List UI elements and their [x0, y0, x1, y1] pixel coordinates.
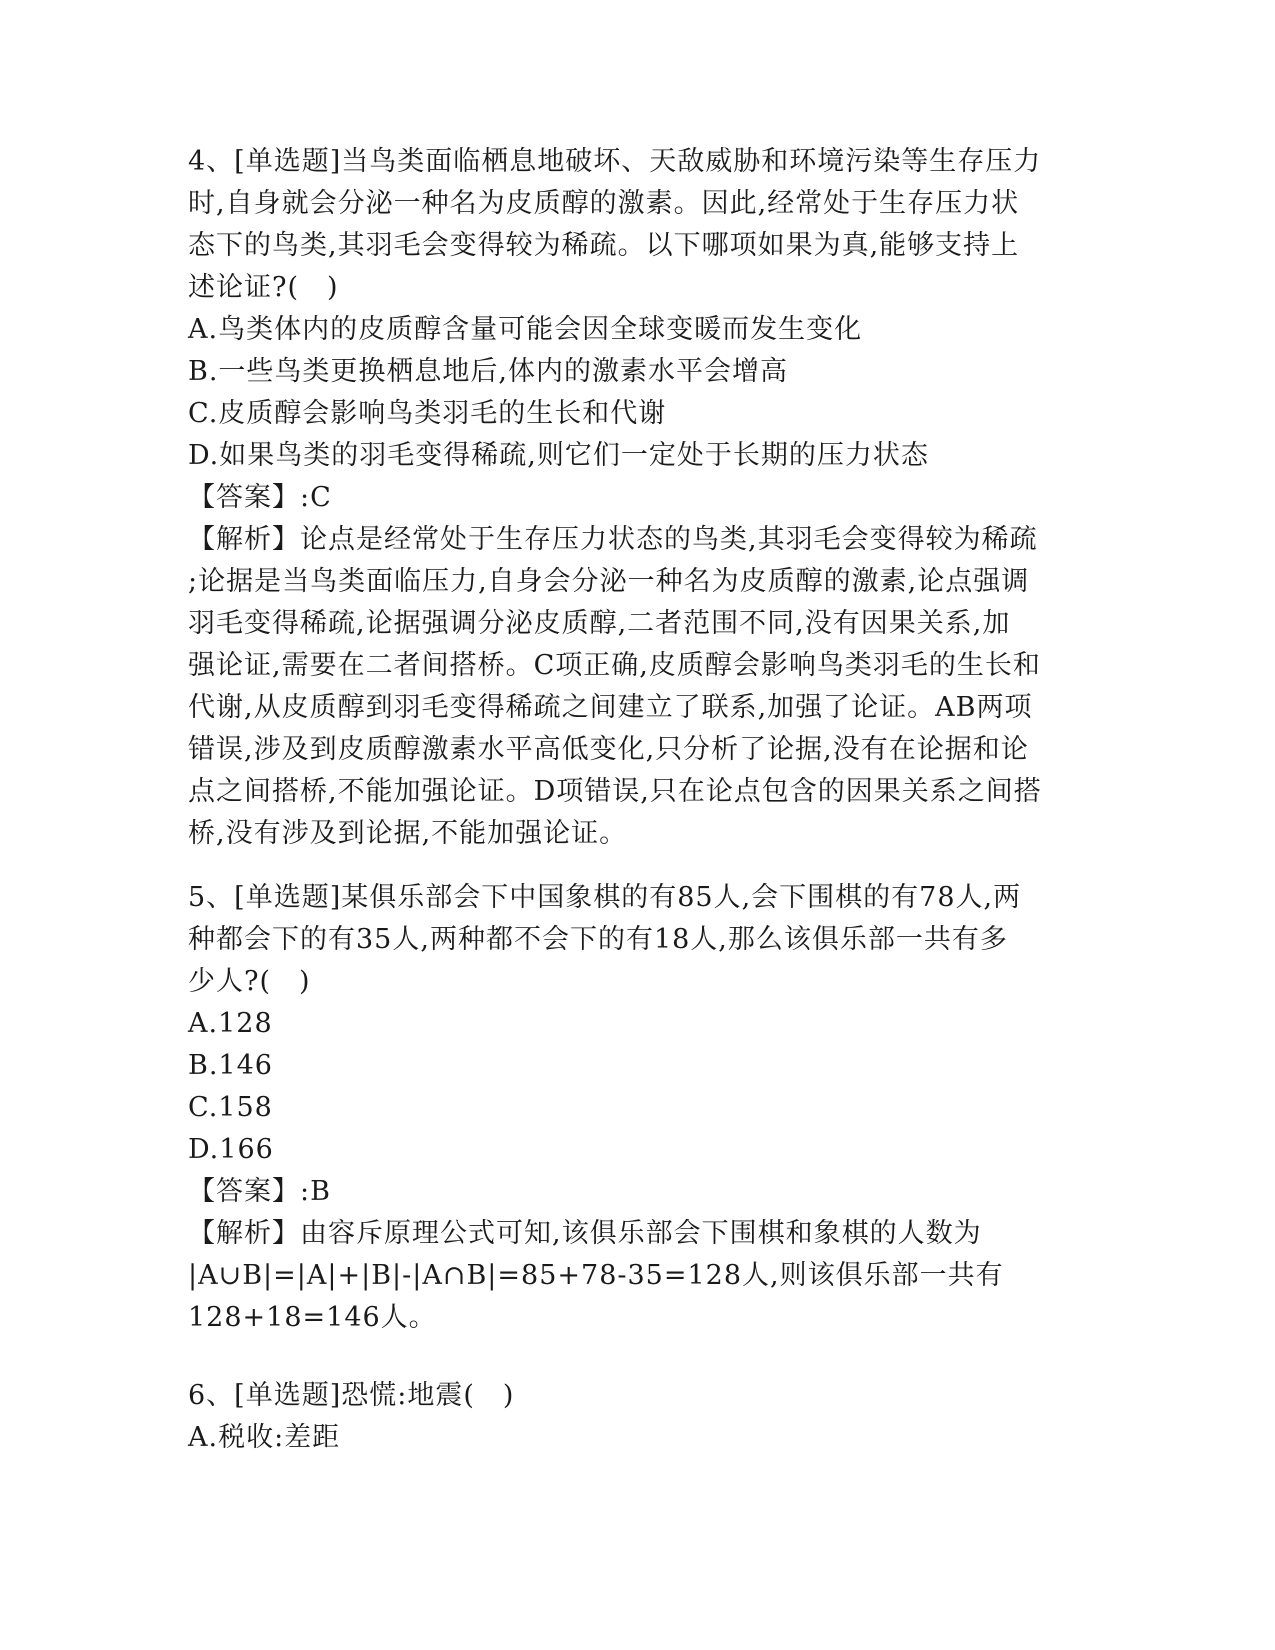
analysis-line: 错误,涉及到皮质醇激素水平高低变化,只分析了论据,没有在论据和论: [188, 734, 1029, 765]
analysis-line: ;论据是当鸟类面临压力,自身会分泌一种名为皮质醇的激素,论点强调: [188, 566, 1030, 597]
analysis-text: 论点是经常处于生存压力状态的鸟类,其羽毛会变得较为稀疏: [300, 524, 1038, 555]
question-stem-line: 种都会下的有35人,两种都不会下的有18人,那么该俱乐部一共有多: [188, 924, 1008, 955]
answer-label: 【答案】:: [188, 482, 311, 513]
analysis-line: 点之间搭桥,不能加强论证。D项错误,只在论点包含的因果关系之间搭: [188, 776, 1042, 807]
question-5: [188, 877, 1088, 1339]
option-b: B.146: [188, 1050, 273, 1081]
analysis-line: |A∪B|=|A|+|B|-|A∩B|=85+78-35=128人,则该俱乐部一共有: [188, 1260, 1004, 1291]
answer-value: B: [310, 1176, 331, 1207]
question-stem-line: 4、[单选题]当鸟类面临栖息地破坏、天敌威胁和环境污染等生存压力: [188, 146, 1042, 177]
option-d: D.如果鸟类的羽毛变得稀疏,则它们一定处于长期的压力状态: [188, 440, 929, 471]
option-d: D.166: [188, 1134, 274, 1165]
option-b: B.一些鸟类更换栖息地后,体内的激素水平会增高: [188, 356, 789, 387]
question-stem-line: 5、[单选题]某俱乐部会下中国象棋的有85人,会下围棋的有78人,两: [188, 882, 1022, 913]
question-stem-line: 时,自身就会分泌一种名为皮质醇的激素。因此,经常处于生存压力状: [188, 188, 1020, 219]
option-c: C.158: [188, 1092, 273, 1123]
analysis-line: 强论证,需要在二者间搭桥。C项正确,皮质醇会影响鸟类羽毛的生长和: [188, 650, 1041, 681]
question-4: [188, 141, 1088, 855]
question-stem-line: 少人?( ): [188, 966, 311, 997]
analysis-line: 羽毛变得稀疏,论据强调分泌皮质醇,二者范围不同,没有因果关系,加: [188, 608, 1011, 639]
answer-line: [188, 1171, 1088, 1213]
answer-label: 【答案】:: [188, 1176, 311, 1207]
question-6: [188, 1375, 1088, 1459]
option-a: A.税收:差距: [188, 1422, 341, 1453]
answer-value: C: [310, 482, 332, 513]
question-stem-line: 6、[单选题]恐慌:地震( ): [188, 1380, 515, 1411]
option-a: A.鸟类体内的皮质醇含量可能会因全球变暖而发生变化: [188, 314, 863, 345]
answer-line: [188, 477, 1088, 519]
analysis-line: [188, 519, 1088, 561]
question-stem-line: 述论证?( ): [188, 272, 339, 303]
question-stem-line: 态下的鸟类,其羽毛会变得较为稀疏。以下哪项如果为真,能够支持上: [188, 230, 1020, 261]
analysis-line: 桥,没有涉及到论据,不能加强论证。: [188, 818, 628, 849]
analysis-label: 【解析】: [188, 1218, 300, 1249]
analysis-line: 代谢,从皮质醇到羽毛变得稀疏之间建立了联系,加强了论证。AB两项: [188, 692, 1033, 723]
option-c: C.皮质醇会影响鸟类羽毛的生长和代谢: [188, 398, 667, 429]
analysis-label: 【解析】: [188, 524, 300, 555]
option-a: A.128: [188, 1008, 273, 1039]
analysis-line: 128+18=146人。: [188, 1302, 437, 1333]
analysis-text: 由容斥原理公式可知,该俱乐部会下围棋和象棋的人数为: [300, 1218, 982, 1249]
analysis-line: [188, 1213, 1088, 1255]
